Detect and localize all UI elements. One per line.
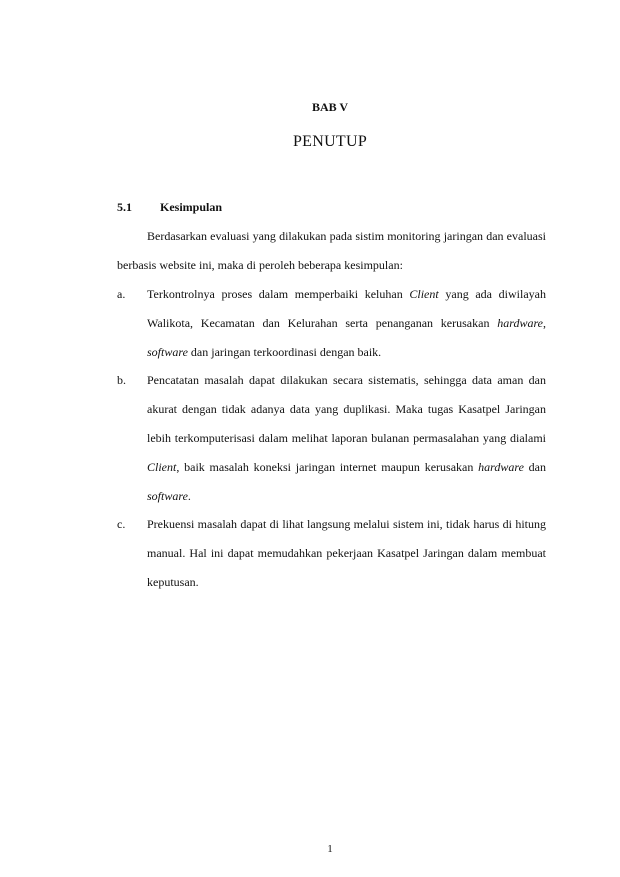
section-heading	[117, 200, 222, 215]
item-text: .	[187, 489, 191, 503]
item-text: dan jaringan terkoordinasi dengan baik.	[187, 345, 382, 359]
section-title: Kesimpulan	[160, 200, 223, 214]
list-marker: b.	[117, 373, 126, 387]
item-text: Prekuensi masalah dapat di lihat langsung melalui sistem ini, tidak harus di hitung manual. Hal ini dapat memudahkan pekerjaan Kasatpel Jaringan dalam membuat keputusan.	[147, 517, 546, 589]
item-text: ,	[543, 316, 546, 330]
item-emphasis: hardware	[497, 316, 543, 330]
chapter-label: BAB V	[311, 100, 349, 114]
item-text: dan	[523, 460, 547, 474]
item-text: yang ada diwilayah Walikota, Kecamatan dan Kelurahan serta penanganan kerusakan	[147, 287, 546, 330]
item-emphasis: hardware	[478, 460, 524, 474]
section-number: 5.1	[117, 200, 132, 214]
item-emphasis: software	[147, 345, 188, 359]
list-item	[117, 366, 546, 511]
item-text: Pencatatan masalah dapat dilakukan secara sistematis, sehingga data aman dan akurat dengan tidak adanya data yang duplikasi. Maka tugas Kasatpel Jaringan lebih terkomputerisasi dalam melihat laporan bulanan permasalahan yang dialami	[147, 373, 546, 445]
page-number: 1	[327, 843, 333, 855]
list-marker: a.	[117, 287, 126, 301]
item-emphasis: software	[147, 489, 188, 503]
item-emphasis: Client	[409, 287, 439, 301]
item-emphasis: Client	[147, 460, 177, 474]
list-item	[117, 510, 546, 597]
item-text: Terkontrolnya proses dalam memperbaiki keluhan	[147, 287, 410, 301]
intro-paragraph: Berdasarkan evaluasi yang dilakukan pada sistim monitoring jaringan dan evaluasi berbasis website ini, maka di peroleh beberapa kesimpulan:	[117, 229, 546, 272]
list-marker: c.	[117, 517, 126, 531]
list-item	[117, 280, 546, 367]
chapter-title: PENUTUP	[292, 133, 368, 150]
item-text: , baik masalah koneksi jaringan internet maupun kerusakan	[176, 460, 479, 474]
